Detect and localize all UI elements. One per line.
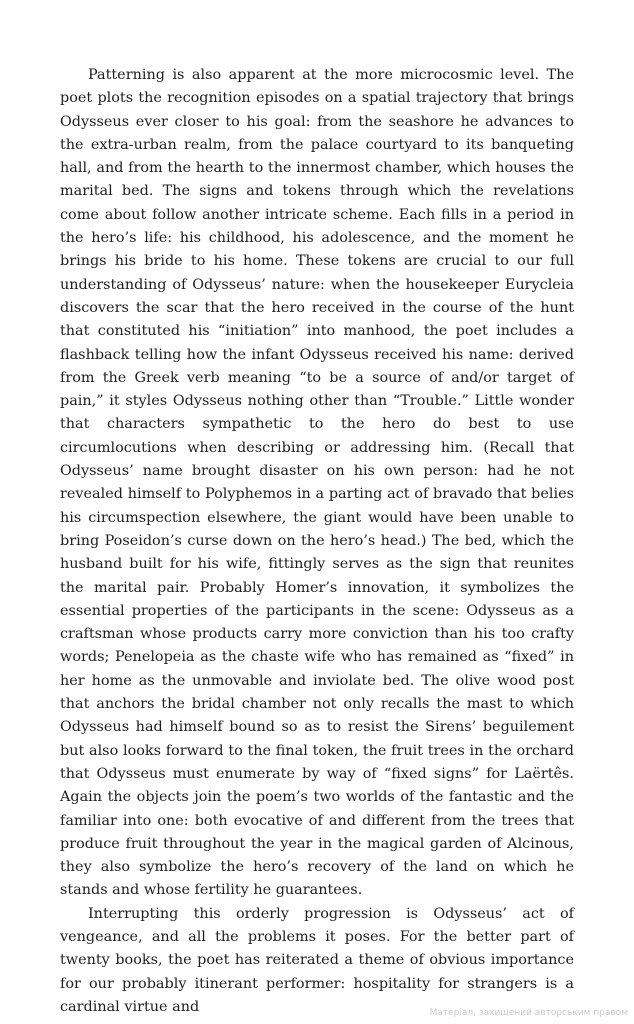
paragraph-2: Interrupting this orderly progression is Odysseus’ act of vengeance, and all the problems it poses. For the better part of twenty books, the poet has reiterated a theme of obvious importance for our probably itinerant performer: hospitality for strangers is a cardinal virtue and [60,905,574,1015]
paragraph-1: Patterning is also apparent at the more microcosmic level. The poet plots the recognition episodes on a spatial trajectory that brings Odysseus ever closer to his goal: from the seashore he advances to the extra-urban realm, from the palace courtyard to its banqueting hall, and from the hearth to the innermost chamber, which houses the marital bed. The signs and tokens through which the revelations come about follow another intricate scheme. Each fills in a period in the hero’s life: his childhood, his adolescence, and the moment he brings his bride to his home. These tokens are crucial to our full understanding of Odysseus’ nature: when the housekeeper Eurycleia discovers the scar that the hero received in the course of the hunt that constituted his “initiation” into manhood, the poet includes a flashback telling how the infant Odysseus received his name: derived from the Greek verb meaning “to be a source of and/or target of pain,” it styles Odysseus nothing other than “Trouble.” Little wonder that characters sympathetic to the hero do best to use circumlocutions when describing or addressing him. (Recall that Odysseus’ name brought disaster on his own person: had he not revealed himself to Polyphemos in a parting act of bravado that belies his circumspection elsewhere, the giant would have been unable to bring Poseidon’s curse down on the hero’s head.) The bed, which the husband built for his wife, fittingly serves as the sign that reunites the marital pair. Probably Homer’s innovation, it symbolizes the essential properties of the participants in the scene: Odysseus as a craftsman whose products carry more conviction than his too crafty words; Penelopeia as the chaste wife who has remained as “fixed” in her home as the unmovable and inviolate bed. The olive wood post that anchors the bridal chamber not only recalls the mast to which Odysseus had himself bound so as to resist the Sirens’ beguilement but also looks forward to the final token, the fruit trees in the orchard that Odysseus must enumerate by way of “fixed signs” for Laërtês. Again the objects join the poem’s two worlds of the fantastic and the familiar into one: both evocative of and different from the trees that produce fruit throughout the year in the magical garden of Alcinous, they also symbolize the hero’s recovery of the land on which he stands and whose fertility he guarantees. [60,67,574,899]
body-text [60,64,574,1019]
copyright-watermark: Матеріал, захищений авторським правом [429,1008,628,1018]
